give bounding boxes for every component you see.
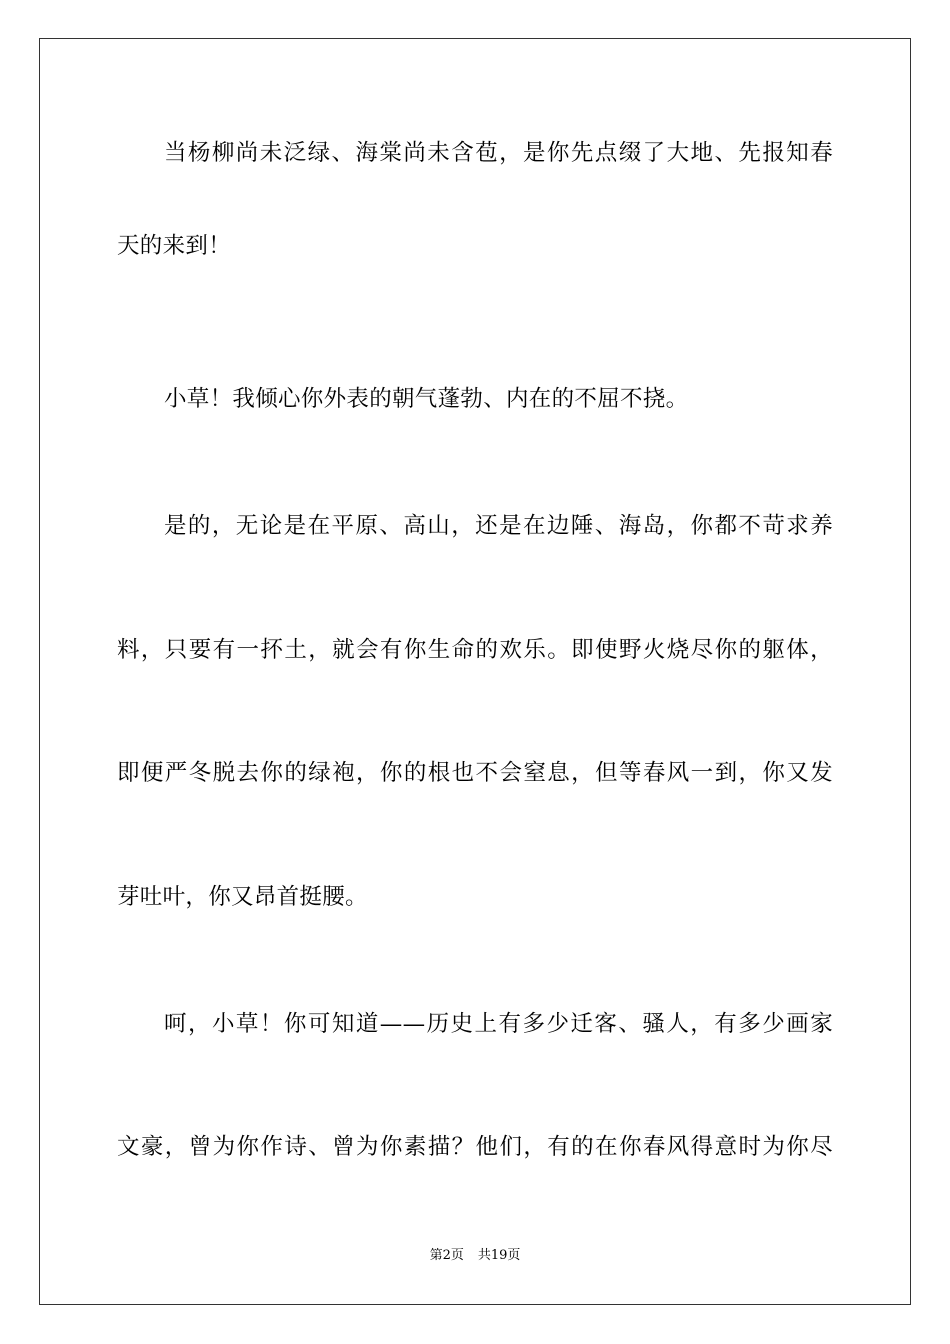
text-line: 天的来到！ [117,233,232,259]
text-line: 文豪，曾为你作诗、曾为你素描？他们，有的在你春风得意时为你尽 [117,1134,833,1160]
text-line: 呵，小草！你可知道——历史上有多少迁客、骚人，有多少画家 [164,1011,833,1037]
text-line: 当杨柳尚未泛绿、海棠尚未含苞，是你先点缀了大地、先报知春 [164,140,833,166]
text-line: 是的，无论是在平原、高山，还是在边陲、海岛，你都不苛求养 [164,513,833,539]
text-line: 即便严冬脱去你的绿袍，你的根也不会窒息，但等春风一到，你又发 [117,760,833,786]
page-frame [39,38,911,1305]
text-line: 料，只要有一抔土，就会有你生命的欢乐。即使野火烧尽你的躯体， [117,637,833,663]
text-line: 小草！我倾心你外表的朝气蓬勃、内在的不屈不挠。 [164,386,689,412]
text-line: 芽吐叶，你又昂首挺腰。 [117,884,368,910]
page-total: 共19页 [477,1248,521,1263]
page-footer [0,1247,950,1265]
page-number: 第2页 [429,1248,464,1263]
